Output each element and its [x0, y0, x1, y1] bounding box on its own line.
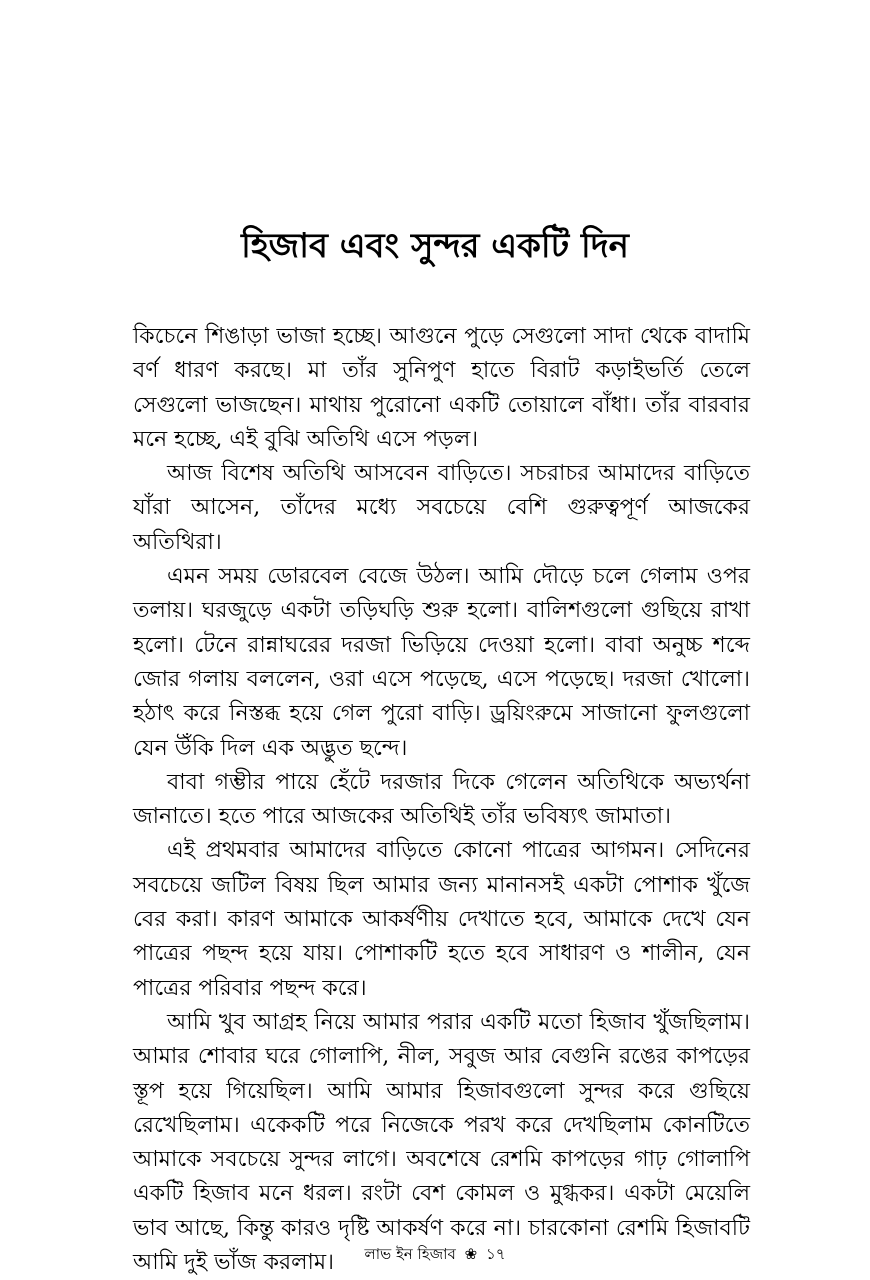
paragraph-3: এমন সময় ডোরবেল বেজে উঠল। আমি দৌড়ে চলে গেলাম ওপর তলায়। ঘরজুড়ে একটা তড়িঘড়ি শুরু হলো। বালিশগুলো গুছিয়ে রাখা হলো। টেনে রান্নাঘরের দরজা ভিড়িয়ে দেওয়া হলো। বাবা অনুচ্চ শব্দে জোর গলায় বললেন, ওরা এসে পড়েছে, এসে পড়েছে। দরজা খোলো। হঠাৎ করে নিস্তব্ধ হয়ে গেল পুরো বাড়ি। ড্রয়িংরুমে সাজানো ফুলগুলো যেন উঁকি দিল এক অদ্ভুত ছন্দে। [133, 564, 750, 761]
chapter-title: হিজাব এবং সুন্দর একটি দিন [241, 226, 629, 266]
flower-ornament-icon: ❀ [464, 1245, 478, 1263]
paragraph-2: আজ বিশেষ অতিথি আসবেন বাড়িতে। সচরাচর আমাদের বাড়িতে যাঁরা আসেন, তাঁদের মধ্যে সবচেয়ে বেশি গুরুত্বপূর্ণ আজকের অতিথিরা। [133, 461, 750, 555]
footer-book-title: লাভ ইন হিজাব [364, 1245, 456, 1263]
paragraph-5: এই প্রথমবার আমাদের বাড়িতে কোনো পাত্রের আগমন। সেদিনের সবচেয়ে জটিল বিষয় ছিল আমার জন্য মানানসই একটা পোশাক খুঁজে বের করা। কারণ আমাকে আকর্ষণীয় দেখাতে হবে, আমাকে দেখে যেন পাত্রের পছন্দ হয়ে যায়। পোশাকটি হতে হবে সাধারণ ও শালীন, যেন পাত্রের পরিবার পছন্দ করে। [133, 838, 750, 1001]
body-text [133, 320, 750, 1280]
page-number: ১৭ [485, 1245, 506, 1263]
paragraph-1: কিচেনে শিঙাড়া ভাজা হচ্ছে। আগুনে পুড়ে সেগুলো সাদা থেকে বাদামি বর্ণ ধারণ করছে। মা তাঁর সুনিপুণ হাতে বিরাট কড়াইভর্তি তেলে সেগুলো ভাজছেন। মাথায় পুরোনো একটি তোয়ালে বাঁধা। তাঁর বারবার মনে হচ্ছে, এই বুঝি অতিথি এসে পড়ল। [133, 324, 750, 452]
paragraph-4: বাবা গম্ভীর পায়ে হেঁটে দরজার দিকে গেলেন অতিথিকে অভ্যর্থনা জানাতে। হতে পারে আজকের অতিথিই তাঁর ভবিষ্যৎ জামাতা। [133, 769, 750, 830]
paragraph-6: আমি খুব আগ্রহ নিয়ে আমার পরার একটি মতো হিজাব খুঁজছিলাম। আমার শোবার ঘরে গোলাপি, নীল, সবুজ আর বেগুনি রঙের কাপড়ের স্তূপ হয়ে গিয়েছিল। আমি আমার হিজাবগুলো সুন্দর করে গুছিয়ে রেখেছিলাম। একেকটি পরে নিজেকে পরখ করে দেখছিলাম কোনটিতে আমাকে সবচেয়ে সুন্দর লাগে। অবশেষে রেশমি কাপড়ের গাঢ় গোলাপি একটি হিজাব মনে ধরল। রংটা বেশ কোমল ও মুগ্ধকর। একটা মেয়েলি ভাব আছে, কিন্তু কারও দৃষ্টি আকর্ষণ করে না। চারকোনা রেশমি হিজাবটি আমি দুই ভাঁজ করলাম। [133, 1009, 750, 1276]
page-footer [0, 1244, 870, 1264]
